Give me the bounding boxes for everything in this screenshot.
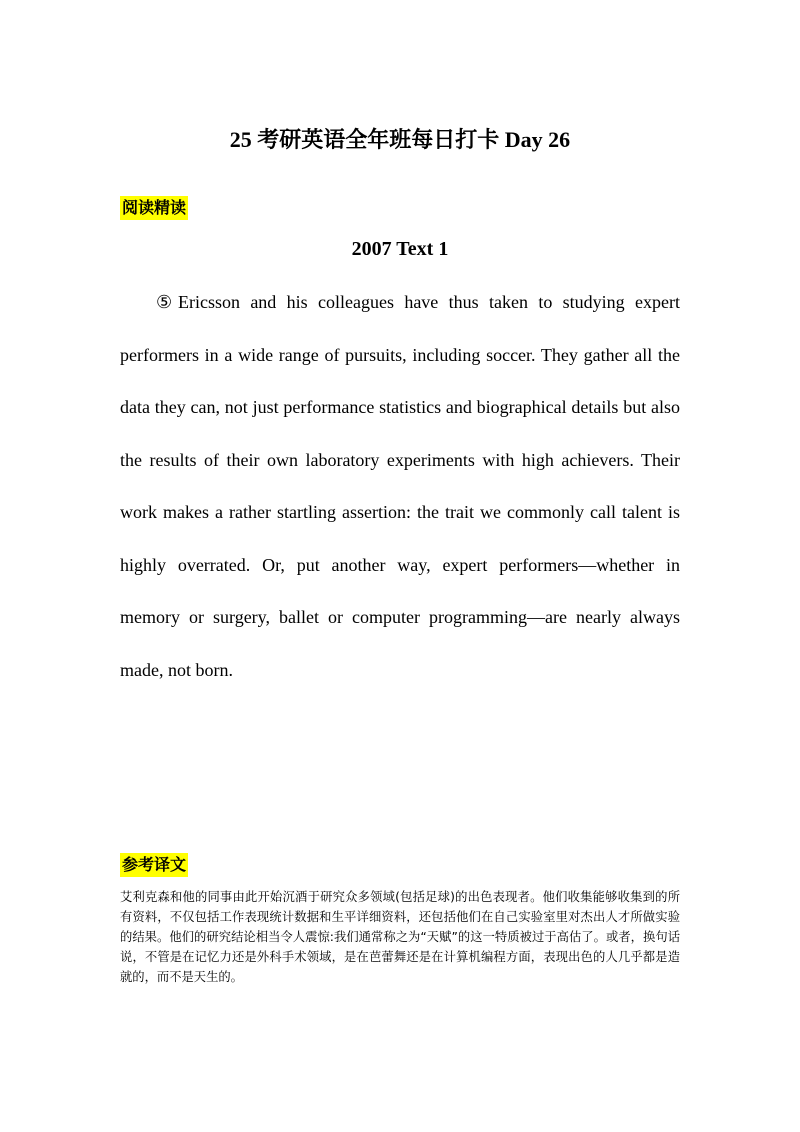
reading-passage: ⑤Ericsson and his colleagues have thus taken to studying expert performers in a wide range of pursuits, including soccer. They gather all the data they can, not just performance statistics and biographical details but also the results of their own laboratory experiments with high achievers. Their work makes a rather startling assertion: the trait we commonly call talent is highly overrated. Or, put another way, expert performers—whether in memory or surgery, ballet or computer programming—are nearly always made, not born.	[120, 292, 680, 680]
translation-text: 艾利克森和他的同事由此开始沉酒于研究众多领域(包括足球)的出色表现者。他们收集能够收集到的所有资料，不仅包括工作表现统计数据和生平详细资料，还包括他们在自己实验室里对杰出人才所做实验的结果。他们的研究结论相当令人震惊:我们通常称之为“天赋”的这一特质被过于高估了。或者，换句话说，不管是在记忆力还是外科手术领域，是在芭蕾舞还是在计算机编程方面，表现出色的人几乎都是造就的，而不是天生的。	[120, 890, 680, 984]
page-title: 25 考研英语全年班每日打卡 Day 26	[229, 127, 571, 152]
reading-section-label: 阅读精读	[120, 196, 188, 220]
translation-section-label: 参考译文	[120, 853, 188, 877]
text-title: 2007 Text 1	[351, 238, 449, 260]
